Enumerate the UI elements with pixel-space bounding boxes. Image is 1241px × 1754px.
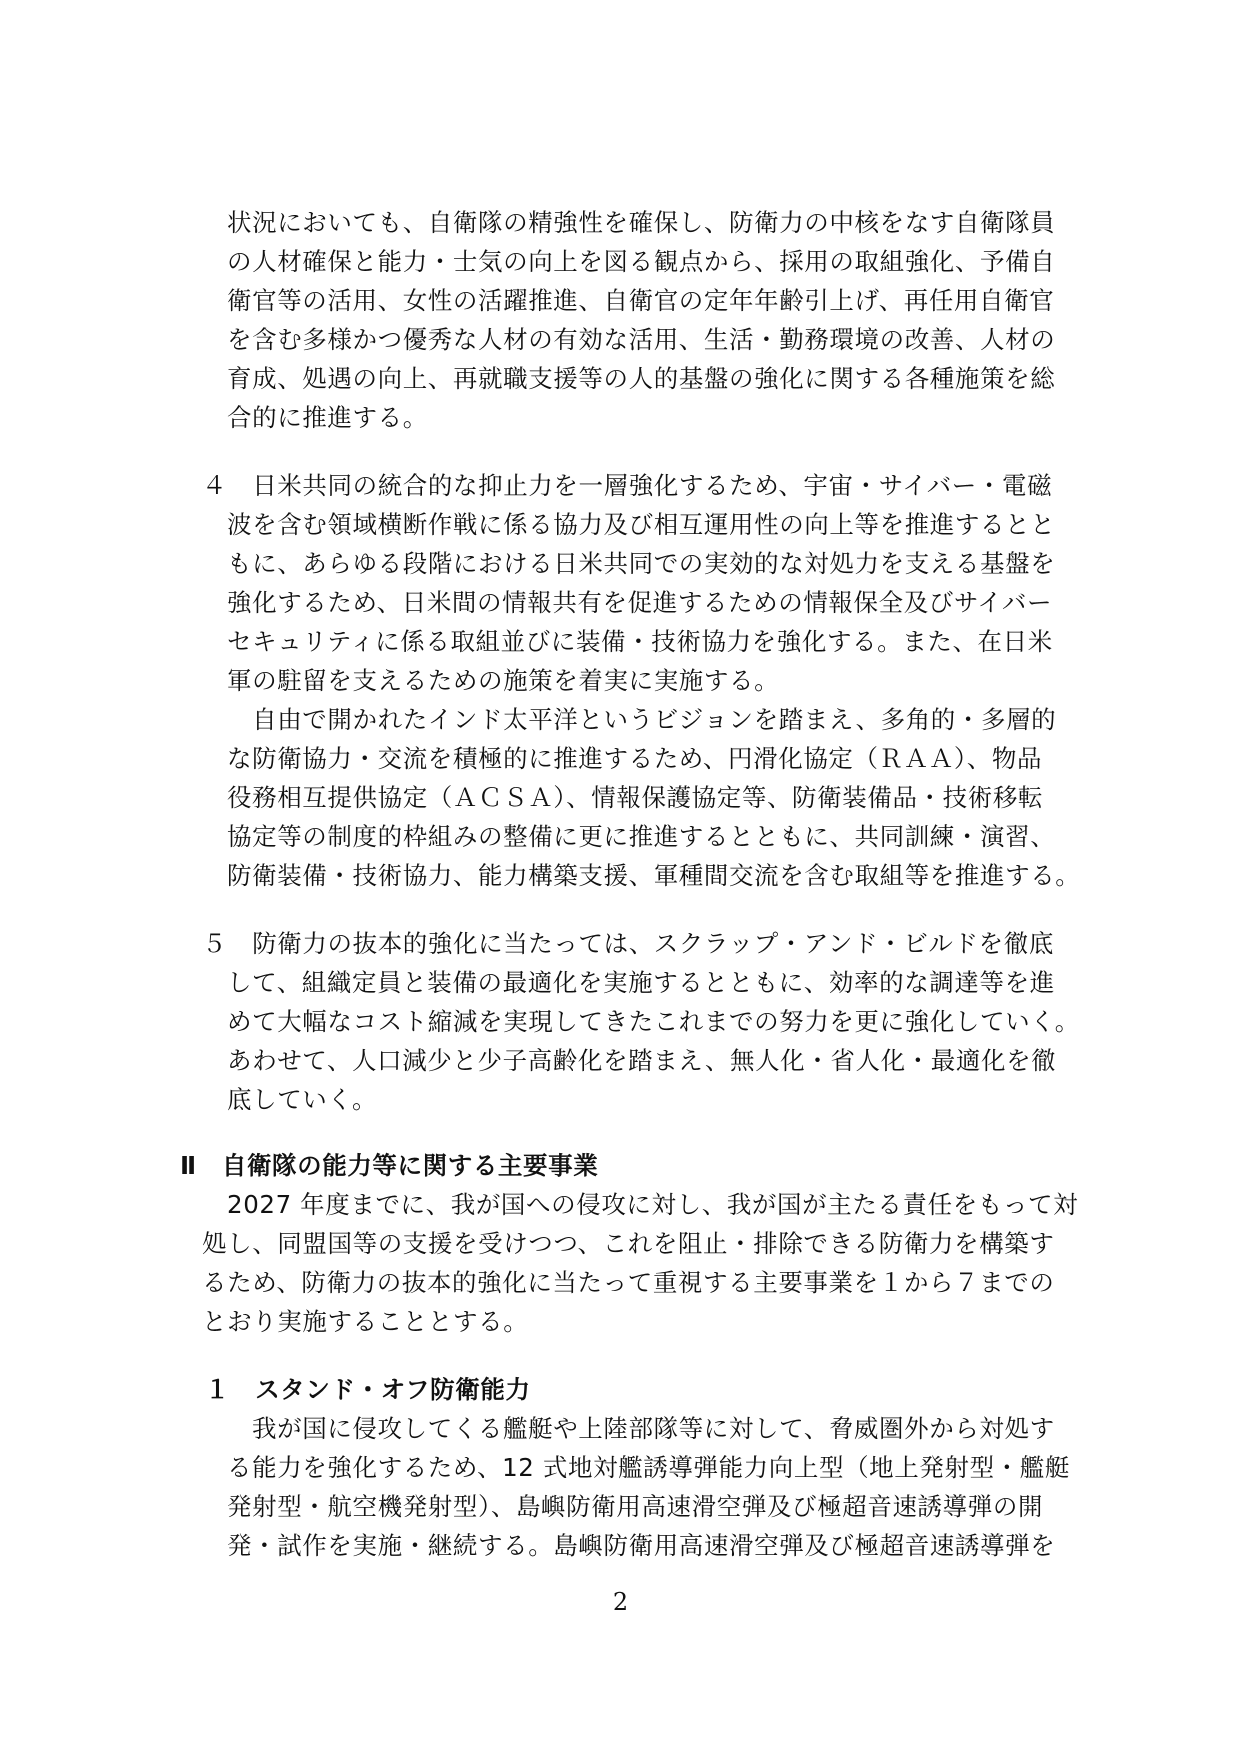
text-line: る能力を強化するため、12 式地対艦誘導弾能力向上型（地上発射型・艦艇 [227, 1453, 1070, 1482]
text-line: 軍の駐留を支えるための施策を着実に実施する。 [227, 666, 780, 695]
text-line: して、組織定員と装備の最適化を実施するとともに、効率的な調達等を進 [227, 968, 1055, 997]
section-heading: Ⅱ 自衛隊の能力等に関する主要事業 [180, 1151, 599, 1180]
text-line: 底していく。 [227, 1085, 378, 1114]
text-line: 衛官等の活用、女性の活躍推進、自衛官の定年年齢引上げ、再任用自衛官 [227, 286, 1055, 315]
text-line: 自由で開かれたインド太平洋というビジョンを踏まえ、多角的・多層的 [227, 705, 1057, 734]
text-line: るため、防衛力の抜本的強化に当たって重視する主要事業を１から７までの [202, 1268, 1055, 1297]
text-line: 防衛装備・技術協力、能力構築支援、軍種間交流を含む取組等を推進する。 [227, 861, 1081, 890]
text-line: 育成、処遇の向上、再就職支援等の人的基盤の強化に関する各種施策を総 [227, 364, 1056, 393]
text-line: 強化するため、日米間の情報共有を促進するための情報保全及びサイバー [227, 588, 1053, 617]
text-line: めて大幅なコスト縮減を実現してきたこれまでの努力を更に強化していく。 [227, 1007, 1080, 1036]
text-line: 我が国に侵攻してくる艦艇や上陸部隊等に対して、脅威圏外から対処す [252, 1414, 1055, 1443]
text-line: 状況においても、自衛隊の精強性を確保し、防衛力の中核をなす自衛隊員 [227, 208, 1056, 237]
text-line: の人材確保と能力・士気の向上を図る観点から、採用の取組強化、予備自 [227, 247, 1056, 276]
text-line: 2027 年度までに、我が国への侵攻に対し、我が国が主たる責任をもって対 [227, 1190, 1079, 1219]
text-line: な防衛協力・交流を積極的に推進するため、円滑化協定（ＲＡＡ）、物品 [227, 744, 1043, 773]
text-line: 合的に推進する。 [227, 403, 428, 432]
subsection-heading: １ スタンド・オフ防衛能力 [205, 1375, 531, 1404]
text-line: もに、あらゆる段階における日米共同での実効的な対処力を支える基盤を [227, 549, 1056, 578]
text-line: を含む多様かつ優秀な人材の有効な活用、生活・勤務環境の改善、人材の [227, 325, 1056, 354]
text-line: ５ 防衛力の抜本的強化に当たっては、スクラップ・アンド・ビルドを徹底 [202, 929, 1054, 958]
text-line: 協定等の制度的枠組みの整備に更に推進するとともに、共同訓練・演習、 [227, 822, 1056, 851]
text-line: 役務相互提供協定（ＡＣＳＡ）、情報保護協定等、防衛装備品・技術移転 [227, 783, 1044, 812]
text-line: セキュリティに係る取組並びに装備・技術協力を強化する。また、在日米 [227, 627, 1053, 656]
text-line: 波を含む領域横断作戦に係る協力及び相互運用性の向上等を推進するとと [227, 510, 1056, 539]
text-line: 発・試作を実施・継続する。島嶼防衛用高速滑空弾及び極超音速誘導弾を [227, 1531, 1056, 1560]
text-line: 処し、同盟国等の支援を受けつつ、これを阻止・排除できる防衛力を構築す [202, 1229, 1055, 1258]
text-line: 発射型・航空機発射型）、島嶼防衛用高速滑空弾及び極超音速誘導弾の開 [227, 1492, 1044, 1521]
page-number: 2 [612, 1588, 629, 1616]
text-line: ４ 日米共同の統合的な抑止力を一層強化するため、宇宙・サイバー・電磁 [202, 471, 1053, 500]
text-line: あわせて、人口減少と少子高齢化を踏まえ、無人化・省人化・最適化を徹 [227, 1046, 1057, 1075]
text-line: とおり実施することとする。 [202, 1307, 529, 1336]
